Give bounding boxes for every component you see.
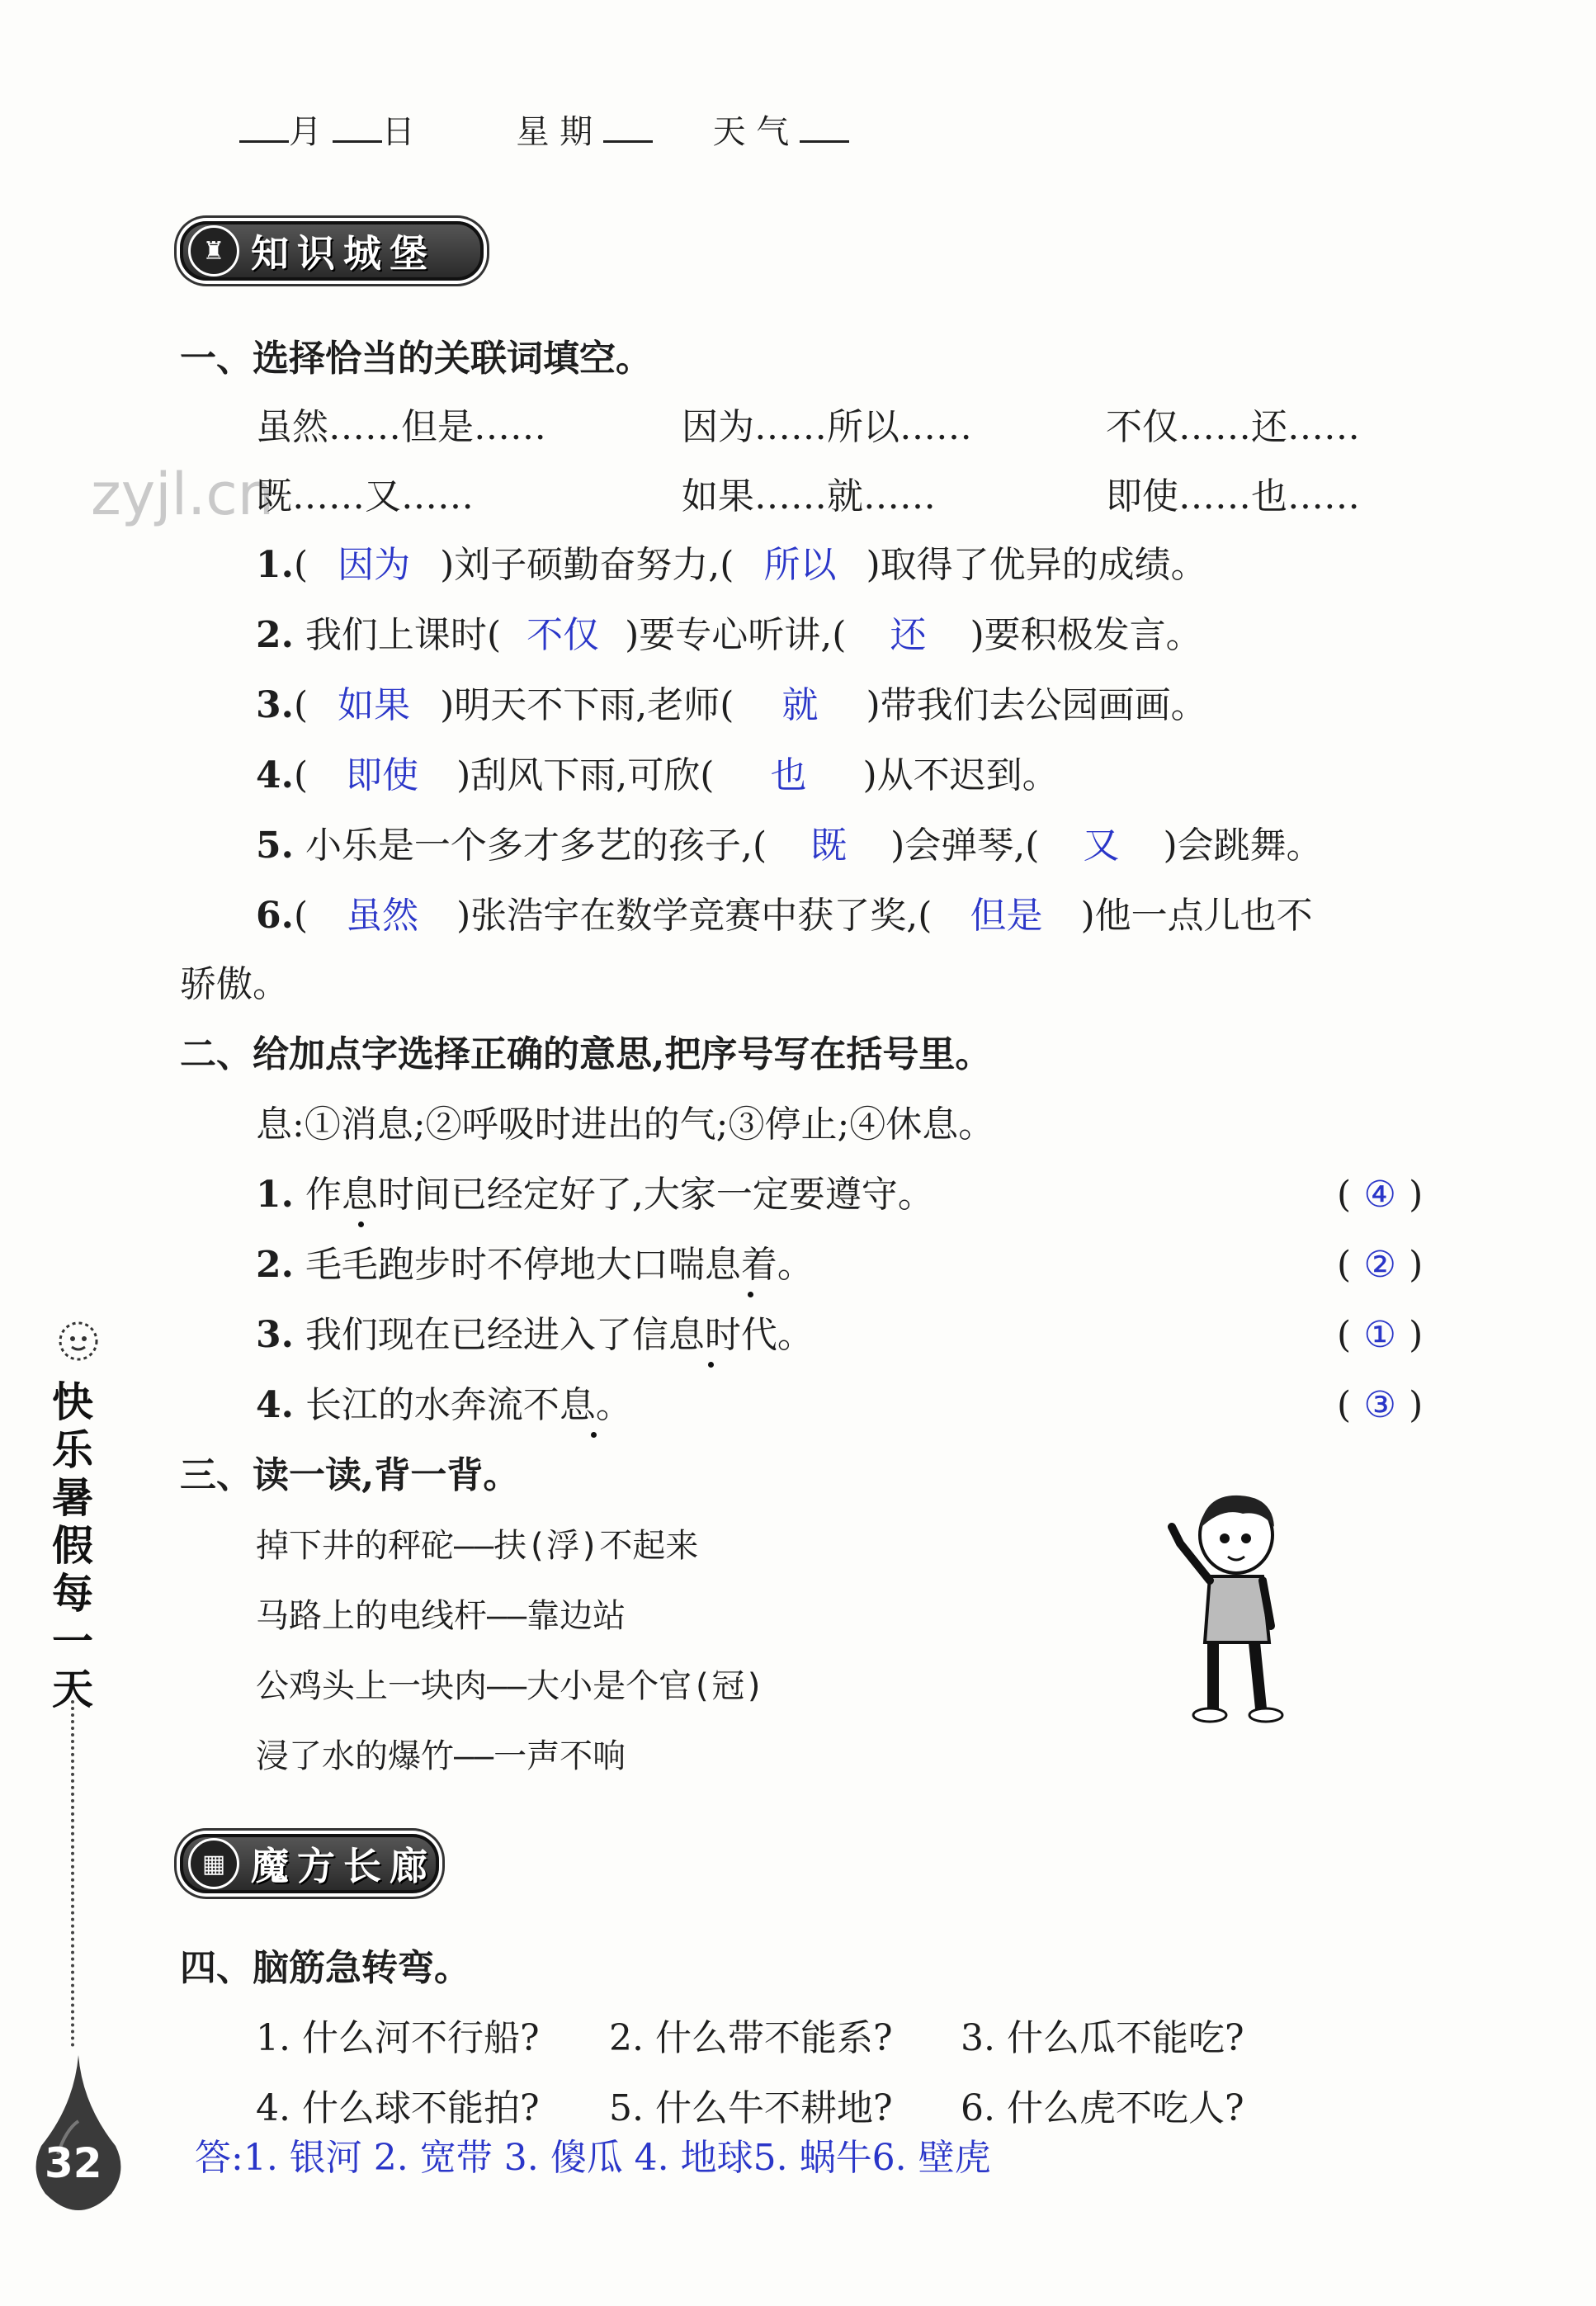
option: 既……又…… xyxy=(256,475,474,517)
item-answer: ( ① ) xyxy=(1337,1311,1423,1360)
question-text: 带我们去公园画画。 xyxy=(880,684,1207,726)
page-number-drop xyxy=(33,2047,124,2212)
riddle-line: 浸了水的爆竹——一声不响 xyxy=(256,1737,626,1775)
side-char: 快 xyxy=(52,1378,93,1426)
question-4: 4.( 即使 )刮风下雨,可欣( 也 )从不迟到。 xyxy=(256,751,1059,801)
question-text: 张浩宇在数学竞赛中获了奖, xyxy=(470,895,918,937)
emphasis-dot xyxy=(748,1292,753,1297)
section-banner-knowledge-castle xyxy=(180,221,484,281)
question-text: 要专心听讲, xyxy=(639,614,833,656)
section-1-title: 一、选择恰当的关联词填空。 xyxy=(180,338,652,380)
option: 不仅……还…… xyxy=(1106,406,1360,448)
answer-blank: 又 xyxy=(1083,825,1120,867)
question-2: 2. 我们上课时( 不仅 )要专心听讲,( 还 )要积极发言。 xyxy=(256,611,1202,660)
side-char: 天 xyxy=(52,1666,93,1713)
item-answer: ( ② ) xyxy=(1337,1240,1423,1290)
brain-teaser: 3. 什么瓜不能吃? xyxy=(961,2017,1244,2059)
item-row xyxy=(256,1381,632,1430)
side-char: 暑 xyxy=(52,1474,93,1522)
brain-teaser: 2. 什么带不能系? xyxy=(609,2017,893,2059)
brain-teaser: 4. 什么球不能拍? xyxy=(256,2087,540,2129)
brain-teaser: 5. 什么牛不耕地? xyxy=(609,2087,893,2129)
question-text: 刮风下雨,可欣 xyxy=(470,754,701,796)
question-text: 小乐是一个多才多艺的孩子, xyxy=(305,825,753,867)
question-text: 我们上课时 xyxy=(305,614,487,656)
item-text: 长江的水奔流不息。 xyxy=(305,1384,632,1426)
answer-blank: ① xyxy=(1363,1314,1396,1356)
banner-title: 知识城堡 xyxy=(251,231,436,276)
question-1: 1.( 因为 )刘子硕勤奋努力,( 所以 )取得了优异的成绩。 xyxy=(256,541,1207,590)
question-number: 3. xyxy=(256,684,294,726)
watermark: zyjl.cn xyxy=(91,461,275,528)
question-text: 刘子硕勤奋努力, xyxy=(454,544,720,586)
item-row xyxy=(256,1170,934,1220)
answer-blank: 所以 xyxy=(763,544,837,586)
section-2-title: 二、给加点字选择正确的意思,把序号写在括号里。 xyxy=(180,1033,992,1075)
question-text: 取得了优异的成绩。 xyxy=(880,544,1207,586)
option: 如果……就…… xyxy=(682,475,936,517)
riddle-line: 马路上的电线杆——靠边站 xyxy=(256,1597,626,1635)
side-char: 每 xyxy=(52,1570,93,1618)
option: 即使……也…… xyxy=(1106,475,1360,517)
answer-blank: 还 xyxy=(890,614,927,656)
question-text: 明天不下雨,老师 xyxy=(454,684,720,726)
boy-illustration xyxy=(1164,1486,1304,1725)
question-text: 要积极发言。 xyxy=(984,614,1202,656)
item-text: 我们现在已经进入了信息时代。 xyxy=(305,1314,814,1356)
answer-blank: ② xyxy=(1363,1244,1396,1286)
emphasis-dot xyxy=(591,1432,597,1438)
item-number: 1. xyxy=(256,1174,294,1216)
date-weather-line xyxy=(239,107,849,157)
sun-icon xyxy=(41,1304,116,1378)
answer-blank: ④ xyxy=(1363,1174,1396,1216)
page-number: 32 xyxy=(45,2139,102,2187)
question-3: 3.( 如果 )明天不下雨,老师( 就 )带我们去公园画画。 xyxy=(256,681,1207,730)
question-number: 6. xyxy=(256,895,294,937)
brain-teaser: 6. 什么虎不吃人? xyxy=(961,2087,1244,2129)
option: 虽然……但是…… xyxy=(256,406,546,448)
answer-blank: ③ xyxy=(1363,1384,1396,1426)
answer-blank: 不仅 xyxy=(526,614,600,656)
item-number: 3. xyxy=(256,1314,294,1356)
cube-icon: ▦ xyxy=(188,1838,239,1889)
question-text: 会跳舞。 xyxy=(1177,825,1323,867)
question-number: 5. xyxy=(256,825,294,867)
answer-blank: 如果 xyxy=(338,684,411,726)
item-number: 2. xyxy=(256,1244,294,1286)
castle-icon: ♜ xyxy=(188,225,239,276)
definition-line: 息:①消息;②呼吸时进出的气;③停止;④休息。 xyxy=(256,1103,995,1146)
question-text: 从不迟到。 xyxy=(876,754,1059,796)
riddle-line: 公鸡头上一块肉——大小是个官(冠) xyxy=(256,1667,765,1705)
question-number: 2. xyxy=(256,614,294,656)
question-text: 他一点儿也不 xyxy=(1094,895,1313,937)
item-row xyxy=(256,1311,814,1360)
brain-teaser: 1. 什么河不行船? xyxy=(256,2017,540,2059)
weather-label: 天 气 xyxy=(712,113,790,151)
section-banner-magic-cube xyxy=(180,1834,439,1893)
question-text: 会弹琴, xyxy=(904,825,1026,867)
side-char: 乐 xyxy=(52,1426,93,1474)
side-title xyxy=(31,1378,114,1713)
side-char: 假 xyxy=(52,1522,93,1570)
answer-blank: 就 xyxy=(781,684,819,726)
answer-blank: 也 xyxy=(770,754,807,796)
answer-blank: 即使 xyxy=(346,754,419,796)
weekday-label: 星 期 xyxy=(516,113,593,151)
emphasis-dot xyxy=(708,1362,714,1368)
item-text: 毛毛跑步时不停地大口喘息着。 xyxy=(305,1244,814,1286)
item-row xyxy=(256,1240,814,1290)
answer-blank: 但是 xyxy=(970,895,1043,937)
question-6-continued: 骄傲。 xyxy=(180,963,289,1005)
question-number: 4. xyxy=(256,754,294,796)
dotted-divider xyxy=(71,1700,74,2047)
question-5: 5. 小乐是一个多才多艺的孩子,( 既 )会弹琴,( 又 )会跳舞。 xyxy=(256,821,1323,871)
question-6: 6.( 虽然 )张浩宇在数学竞赛中获了奖,( 但是 )他一点儿也不 xyxy=(256,891,1313,941)
option: 因为……所以…… xyxy=(682,406,972,448)
emphasis-dot xyxy=(358,1222,364,1227)
section-4-title: 四、脑筋急转弯。 xyxy=(180,1947,470,1989)
day-label: 日 xyxy=(381,113,415,151)
item-text: 作息时间已经定好了,大家一定要遵守。 xyxy=(305,1174,934,1216)
riddle-line: 掉下井的秤砣——扶(浮)不起来 xyxy=(256,1527,699,1565)
item-answer: ( ④ ) xyxy=(1337,1170,1423,1220)
question-number: 1. xyxy=(256,544,294,586)
item-number: 4. xyxy=(256,1384,294,1426)
side-char: 一 xyxy=(52,1618,93,1666)
banner-title: 魔方长廊 xyxy=(251,1844,436,1888)
section-3-title: 三、读一读,背一背。 xyxy=(180,1454,520,1496)
item-answer: ( ③ ) xyxy=(1337,1381,1423,1430)
answer-blank: 虽然 xyxy=(346,895,419,937)
answer-blank: 既 xyxy=(810,825,848,867)
month-label: 月 xyxy=(289,113,322,151)
answer-line: 答:1. 银河 2. 宽带 3. 傻瓜 4. 地球5. 蜗牛6. 壁虎 xyxy=(195,2137,991,2179)
answer-blank: 因为 xyxy=(338,544,411,586)
